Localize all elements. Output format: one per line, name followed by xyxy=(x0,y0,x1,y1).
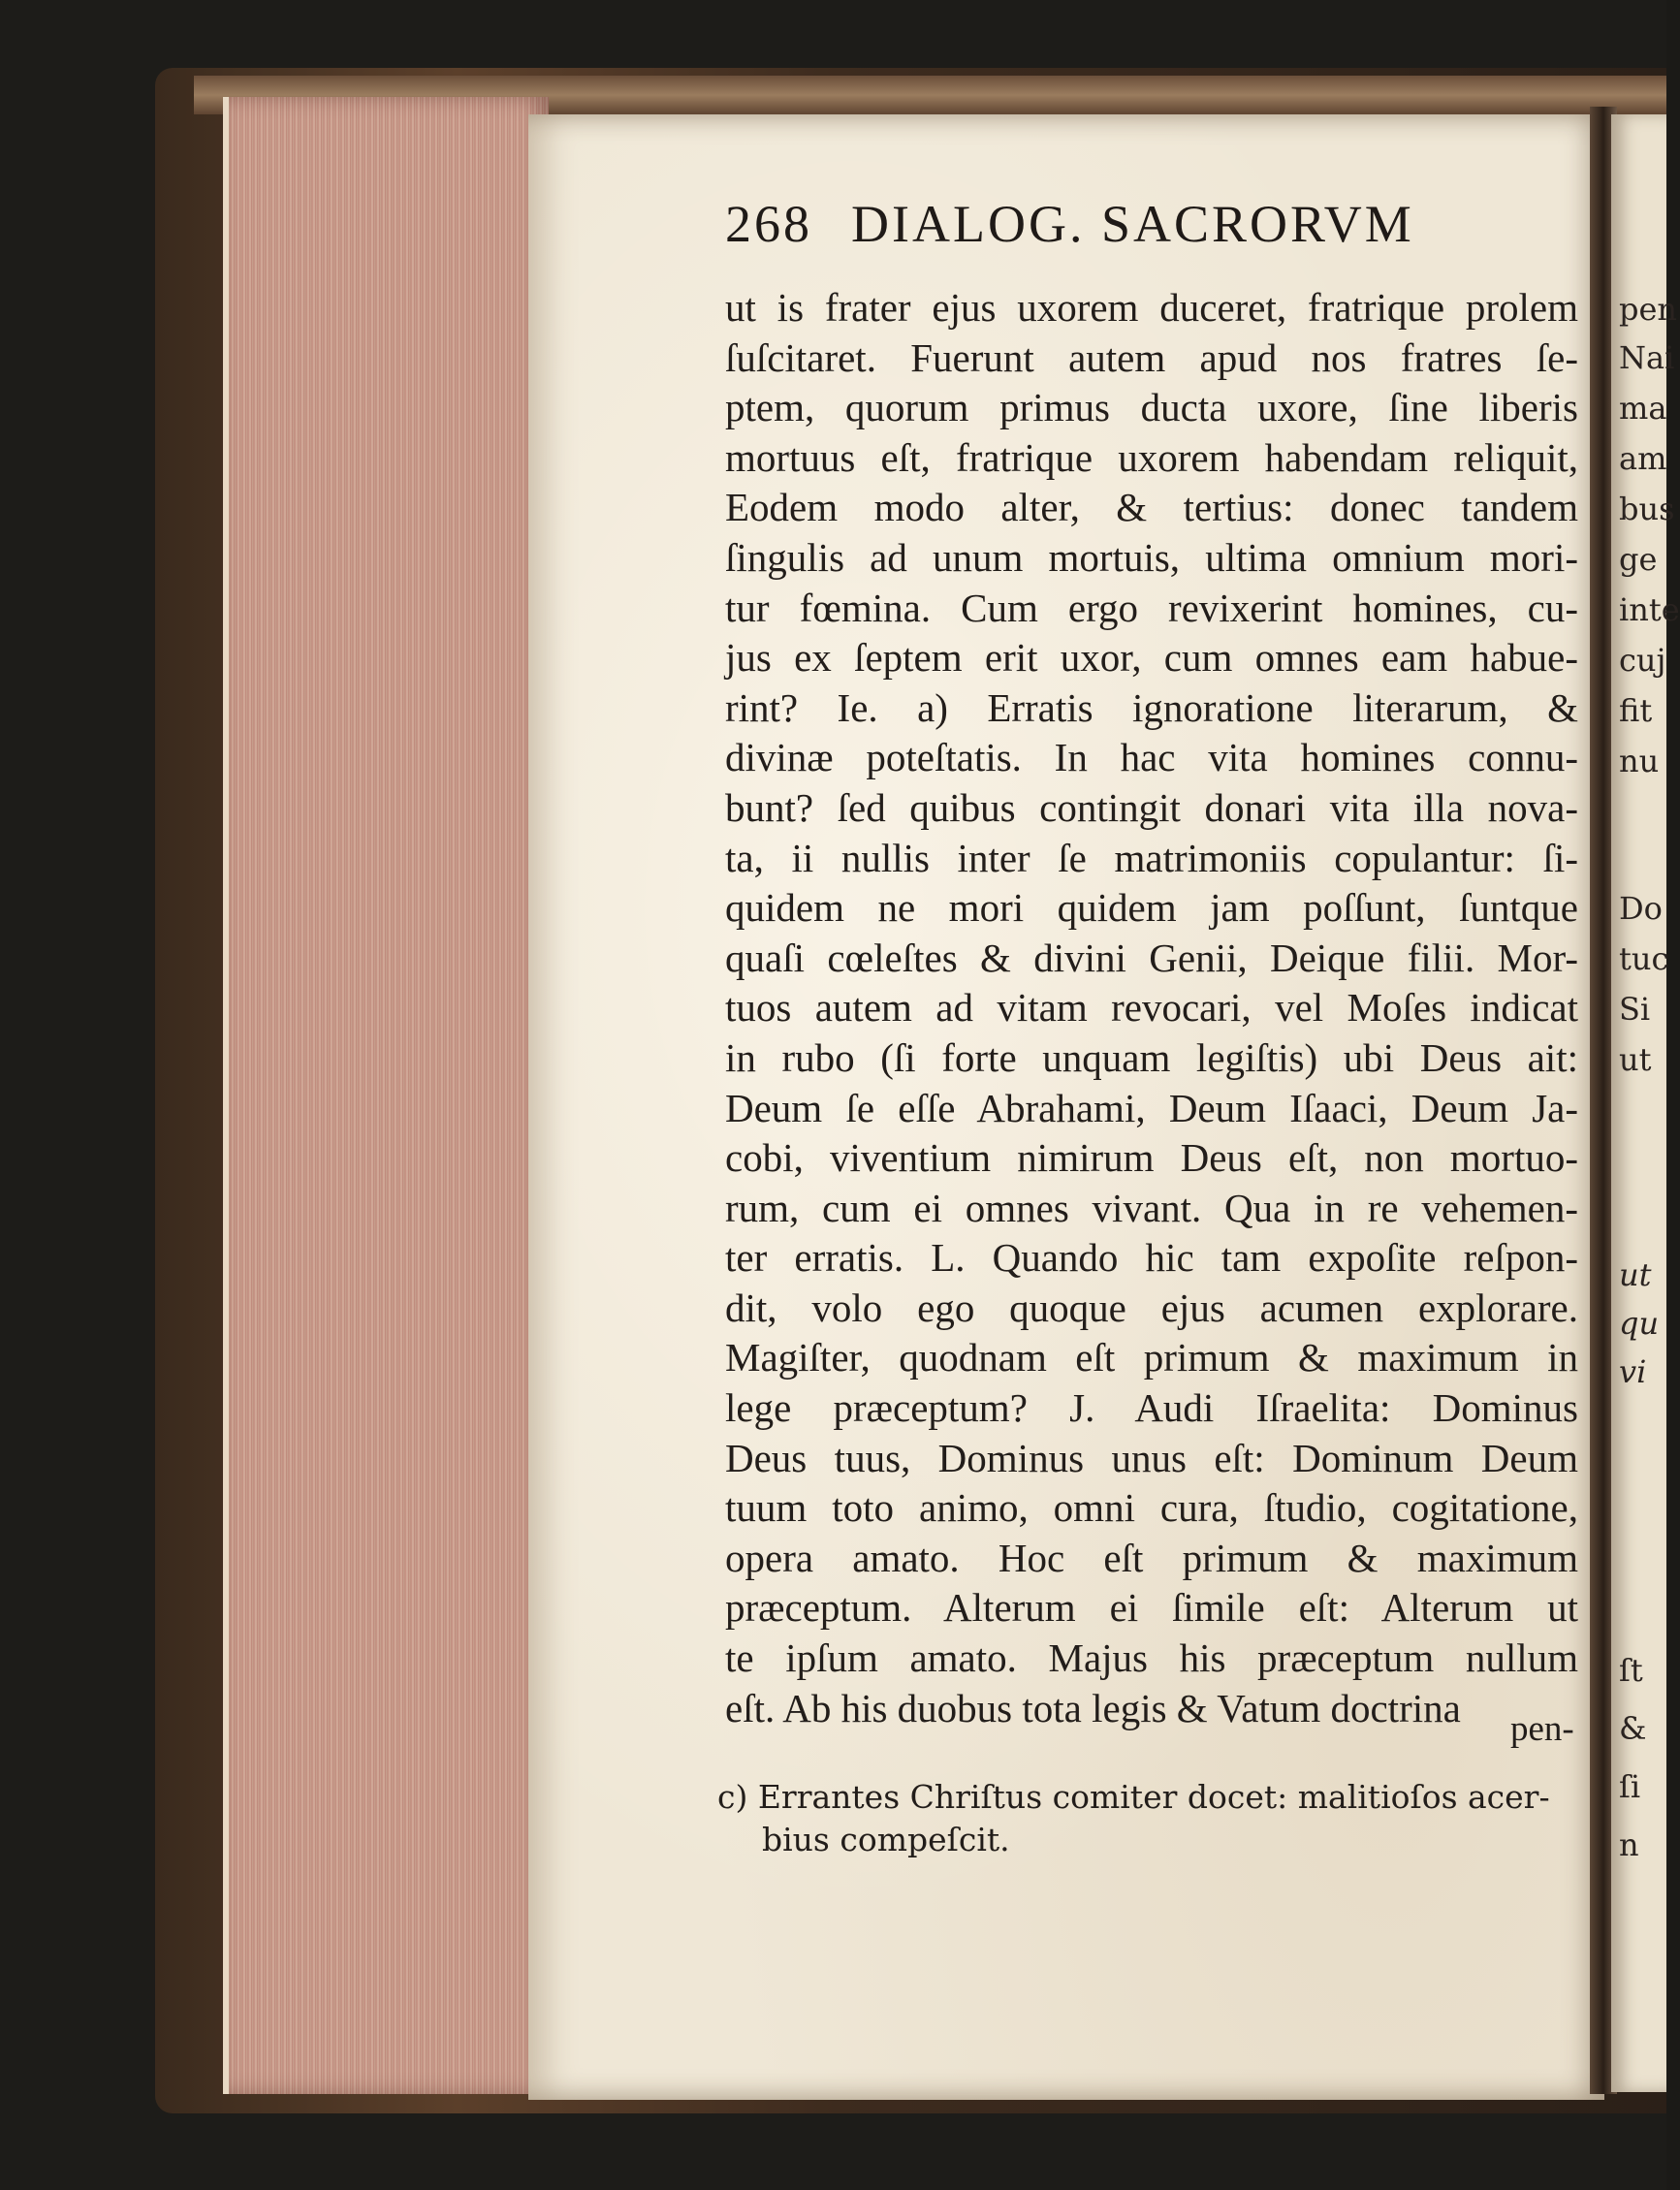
text-line: ſuſcitaret. Fuerunt autem apud nos fratres ſe- xyxy=(725,334,1578,380)
text-line: tuos autem ad vitam revocari, vel Moſes indicat xyxy=(725,985,1578,1031)
text-line: tur fœmina. Cum ergo revixerint homines, cu- xyxy=(725,585,1578,630)
running-title: DIALOG. SACRORVM xyxy=(851,195,1414,253)
facing-fragment: am xyxy=(1619,440,1667,477)
facing-page xyxy=(1611,114,1680,2092)
facing-fragment: tuc xyxy=(1619,940,1669,977)
text-line: quaſi cœleſtes & divini Genii, Deique filii. Mor- xyxy=(725,935,1578,980)
text-line: quidem ne mori quidem jam poſſunt, ſuntque xyxy=(725,885,1578,931)
facing-fragment: nu xyxy=(1619,743,1660,779)
facing-fragment: & xyxy=(1619,1710,1647,1747)
facing-fragment: Do xyxy=(1619,890,1663,927)
text-line: Magiſter, quodnam eſt primum & maximum in xyxy=(725,1335,1578,1381)
text-line: ut is frater ejus uxorem duceret, fratrique prolem xyxy=(725,285,1578,330)
page-number: 268 xyxy=(725,195,812,253)
facing-fragment: Nai xyxy=(1619,339,1675,376)
text-line: ptem, quorum primus ducta uxore, ſine liberis xyxy=(725,385,1578,430)
text-line: Deum ſe eſſe Abrahami, Deum Iſaaci, Deum Ja- xyxy=(725,1085,1578,1130)
text-line: jus ex ſeptem erit uxor, cum omnes eam habue- xyxy=(725,635,1578,681)
running-head xyxy=(725,194,1462,254)
facing-fragment: fit xyxy=(1619,692,1653,729)
text-line: te ipſum amato. Majus his præceptum nullum xyxy=(725,1635,1578,1681)
body-text xyxy=(725,283,1578,1733)
catchword: pen- xyxy=(1510,1709,1574,1749)
text-line: tuum toto animo, omni cura, ſtudio, cogitatione, xyxy=(725,1485,1578,1531)
footnote-line: bius compeſcit. xyxy=(762,1821,1010,1858)
text-line: Eodem modo alter, & tertius: donec tandem xyxy=(725,485,1578,530)
text-line: in rubo (ſi forte unquam legiſtis) ubi Deus ait: xyxy=(725,1034,1578,1080)
facing-fragment: ſt xyxy=(1619,1652,1643,1689)
text-line: Deus tuus, Dominus unus eſt: Dominum Deum xyxy=(725,1435,1578,1480)
text-line: ta, ii nullis inter ſe matrimoniis copulantur: ſi- xyxy=(725,835,1578,880)
text-line: rint? Ie. a) Erratis ignoratione literarum, & xyxy=(725,684,1578,730)
facing-fragment: pen xyxy=(1619,291,1678,328)
facing-fragment: ut xyxy=(1619,1256,1652,1293)
facing-fragment: qu xyxy=(1619,1305,1660,1342)
facing-fragment: ſi xyxy=(1619,1768,1641,1805)
facing-fragment: ge xyxy=(1619,541,1658,578)
text-line: eſt. Ab his duobus tota legis & Vatum doctrina xyxy=(725,1685,1461,1730)
text-line: lege præceptum? J. Audi Iſraelita: Dominus xyxy=(725,1385,1578,1431)
text-line: mortuus eſt, fratrique uxorem habendam reliquit, xyxy=(725,434,1578,480)
page-edges xyxy=(223,97,549,2094)
text-line: opera amato. Hoc eſt primum & maximum xyxy=(725,1535,1578,1580)
footnote xyxy=(717,1776,1570,1861)
facing-fragment: ma xyxy=(1619,390,1667,427)
text-line: bunt? ſed quibus contingit donari vita illa nova- xyxy=(725,784,1578,830)
text-line: rum, cum ei omnes vivant. Qua in re vehemen- xyxy=(725,1185,1578,1230)
text-line: ſingulis ad unum mortuis, ultima omnium mori- xyxy=(725,534,1578,580)
facing-fragment: ut xyxy=(1619,1041,1652,1078)
facing-fragment: n xyxy=(1619,1826,1639,1863)
text-line: ter erratis. L. Quando hic tam expoſite reſpon- xyxy=(725,1235,1578,1281)
text-line: præceptum. Alterum ei ſimile eſt: Alterum ut xyxy=(725,1585,1578,1631)
footnote-line: c) Errantes Chriſtus comiter docet: malitioſos acer- xyxy=(717,1778,1550,1816)
facing-fragment: inte xyxy=(1619,591,1680,628)
text-line: cobi, viventium nimirum Deus eſt, non mortuo- xyxy=(725,1135,1578,1181)
facing-fragment: Si xyxy=(1619,991,1651,1028)
facing-fragment: bus xyxy=(1619,491,1675,527)
text-line: divinæ poteſtatis. In hac vita homines connu- xyxy=(725,735,1578,780)
facing-fragment: vi xyxy=(1619,1353,1647,1390)
text-line: dit, volo ego quoque ejus acumen explorare. xyxy=(725,1285,1578,1330)
facing-fragment: cuj xyxy=(1619,642,1666,679)
